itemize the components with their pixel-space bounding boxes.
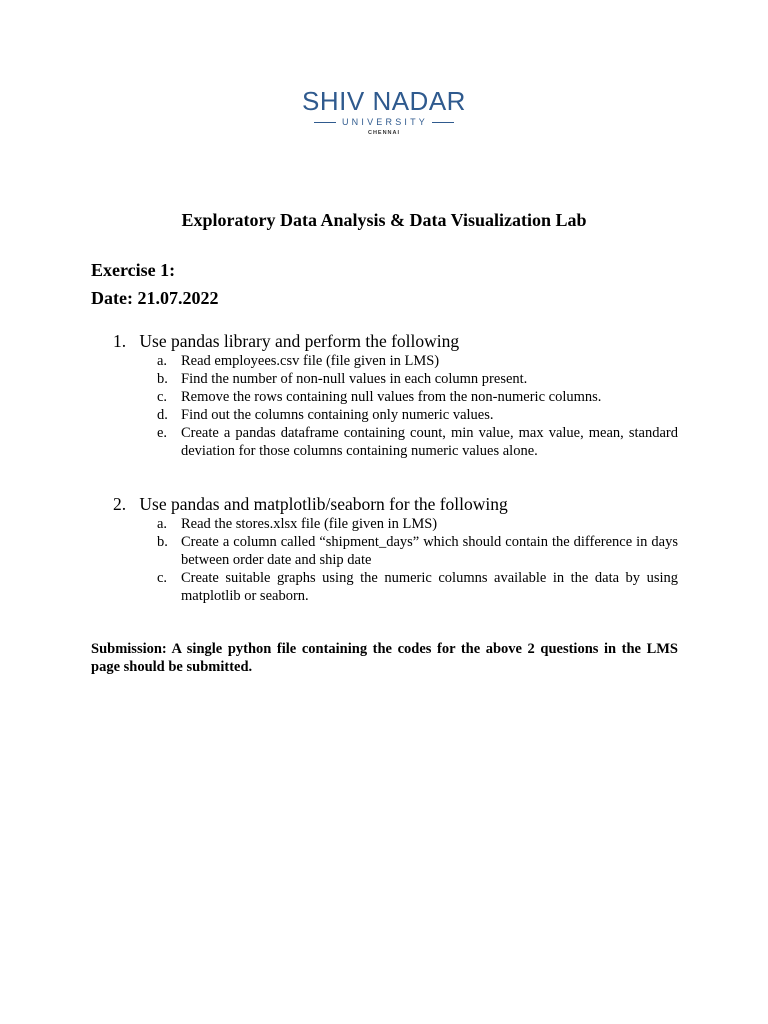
submission-note: Submission: A single python file containing the codes for the above 2 questions in the LMS page should be submitted. <box>91 641 678 675</box>
sub-task-letter: d. <box>157 407 168 423</box>
logo-rule-right <box>432 122 454 123</box>
sub-task <box>113 533 678 569</box>
sub-task-text: Find the number of non-null values in each column present. <box>181 371 528 387</box>
sub-task-text: Create a column called “shipment_days” which should contain the difference in days between order date and ship date <box>181 534 678 568</box>
sub-task-text: Remove the rows containing null values from the non-numeric columns. <box>181 389 602 405</box>
sub-task <box>113 569 678 605</box>
sub-task-letter: c. <box>157 570 168 586</box>
sub-task-list <box>113 515 678 605</box>
exercise-date: Date: 21.07.2022 <box>91 288 219 308</box>
logo-subtitle-row <box>300 116 468 128</box>
question-heading <box>113 493 678 515</box>
logo-rule-left <box>314 122 336 123</box>
sub-task-text: Create a pandas dataframe containing count, min value, max value, mean, standard deviation for those columns containing numeric values alone. <box>181 425 678 459</box>
question-1 <box>113 330 678 460</box>
sub-task-letter: e. <box>157 425 168 441</box>
sub-task <box>113 515 678 533</box>
logo-city: CHENNAI <box>367 130 401 136</box>
university-logo <box>300 86 468 136</box>
exercise-label: Exercise 1: <box>91 260 176 280</box>
question-text: Use pandas library and perform the following <box>139 331 460 351</box>
question-text: Use pandas and matplotlib/seaborn for the following <box>139 494 508 514</box>
sub-task-text: Find out the columns containing only numeric values. <box>181 407 494 423</box>
exercise-header <box>91 256 218 312</box>
question-number: 2. <box>113 494 127 514</box>
sub-task-text: Read employees.csv file (file given in LMS) <box>181 353 440 369</box>
sub-task-letter: b. <box>157 371 168 387</box>
sub-task-text: Create suitable graphs using the numeric columns available in the data by using matplotlib or seaborn. <box>181 570 678 604</box>
sub-task <box>113 370 678 388</box>
question-2 <box>113 493 678 605</box>
sub-task-letter: a. <box>157 516 168 532</box>
logo-name: SHIV NADAR <box>302 86 466 116</box>
sub-task <box>113 388 678 406</box>
document-title: Exploratory Data Analysis & Data Visualization Lab <box>181 210 587 230</box>
sub-task-letter: c. <box>157 389 168 405</box>
sub-task-text: Read the stores.xlsx file (file given in LMS) <box>181 516 438 532</box>
sub-task <box>113 406 678 424</box>
question-heading <box>113 330 678 352</box>
logo-subtitle: UNIVERSITY <box>341 117 428 127</box>
question-number: 1. <box>113 331 127 351</box>
sub-task-letter: a. <box>157 353 168 369</box>
sub-task <box>113 424 678 460</box>
sub-task <box>113 352 678 370</box>
sub-task-letter: b. <box>157 534 168 550</box>
sub-task-list <box>113 352 678 460</box>
